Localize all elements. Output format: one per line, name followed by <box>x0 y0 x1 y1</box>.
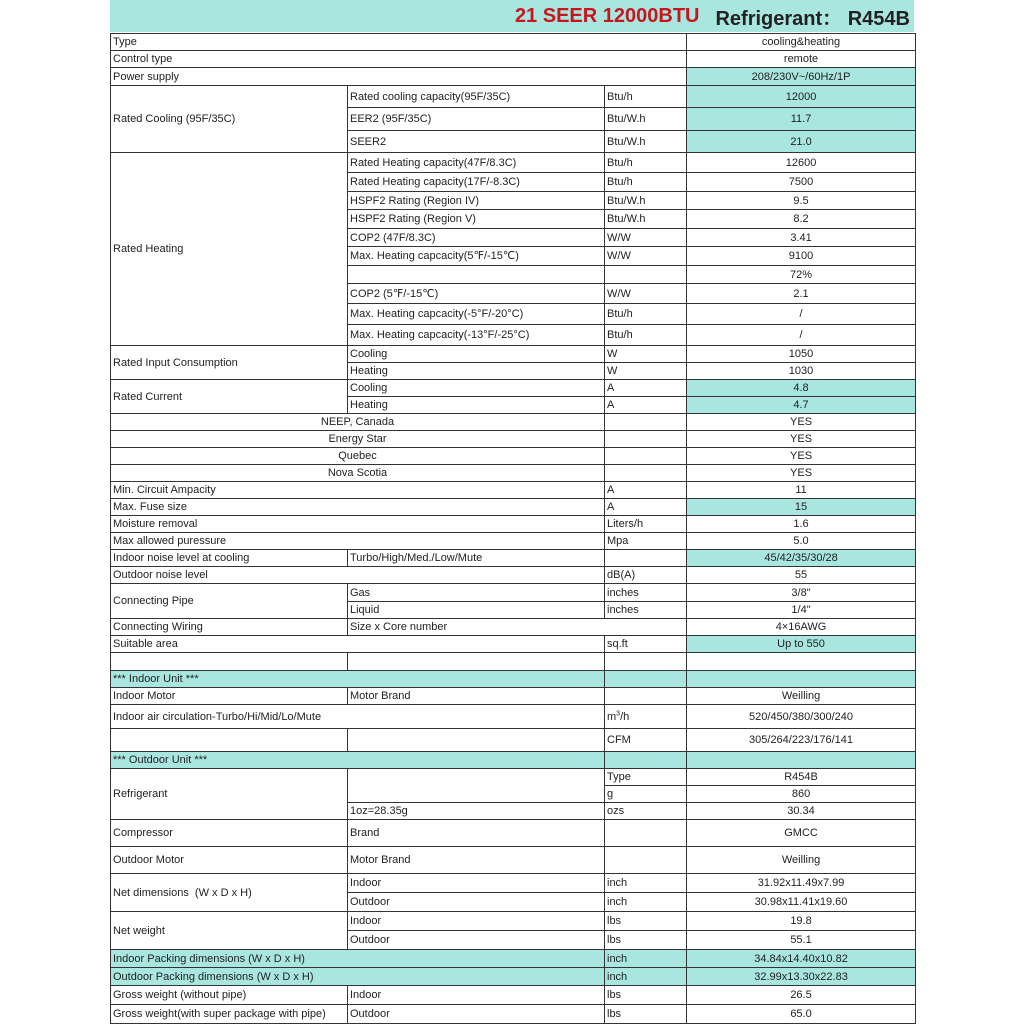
table-row-cert <box>111 465 916 482</box>
row-value: 72% <box>687 266 916 284</box>
row-unit: dB(A) <box>605 567 687 584</box>
row-unit: A <box>605 380 687 397</box>
row-label: Type <box>111 34 687 51</box>
table-row <box>111 482 916 499</box>
row-unit: Type <box>605 769 687 786</box>
row-value: Weilling <box>687 688 916 705</box>
table-row <box>111 820 916 847</box>
row-label: SEER2 <box>348 131 605 153</box>
table-row-power <box>111 68 916 86</box>
row-value: 520/450/380/300/240 <box>687 705 916 729</box>
row-sub: Size x Core number <box>348 619 687 636</box>
row-label: Gas <box>348 584 605 602</box>
row-label: Indoor <box>348 874 605 893</box>
group-label: Refrigerant <box>111 769 348 820</box>
row-label: Indoor <box>348 912 605 931</box>
row-value: 305/264/223/176/141 <box>687 729 916 752</box>
table-row <box>111 950 916 968</box>
row-unit: A <box>605 482 687 499</box>
row-label: Max allowed puressure <box>111 533 605 550</box>
row-unit: Btu/h <box>605 325 687 346</box>
row-value: 2.1 <box>687 284 916 304</box>
row-value: Weilling <box>687 847 916 874</box>
row-unit: inch <box>605 968 687 986</box>
row-label: Heating <box>348 397 605 414</box>
table-row-control <box>111 51 916 68</box>
row-label: Outdoor noise level <box>111 567 605 584</box>
row-unit: inches <box>605 602 687 619</box>
row-unit: Btu/W.h <box>605 108 687 131</box>
row-label: Outdoor <box>348 931 605 950</box>
row-unit: sq.ft <box>605 636 687 653</box>
row-label: COP2 (5℉/-15℃) <box>348 284 605 304</box>
row-unit: A <box>605 499 687 516</box>
group-label: Rated Cooling (95F/35C) <box>111 86 348 153</box>
cert-label: Nova Scotia <box>111 465 605 482</box>
row-value: 34.84x14.40x10.82 <box>687 950 916 968</box>
row-value: 1.6 <box>687 516 916 533</box>
row-label: 1oz=28.35g <box>348 803 605 820</box>
cert-value: YES <box>687 431 916 448</box>
row-unit: Btu/W.h <box>605 131 687 153</box>
row-unit: A <box>605 397 687 414</box>
row-unit: Liters/h <box>605 516 687 533</box>
row-unit: lbs <box>605 912 687 931</box>
table-row <box>111 153 916 173</box>
row-label <box>348 266 605 284</box>
row-value: / <box>687 304 916 325</box>
row-value: 1/4" <box>687 602 916 619</box>
row-value: 19.8 <box>687 912 916 931</box>
row-value: 4.7 <box>687 397 916 414</box>
row-label: Max. Heating capcacity(-13°F/-25°C) <box>348 325 605 346</box>
row-value: 1050 <box>687 346 916 363</box>
row-unit: W <box>605 346 687 363</box>
row-unit: inches <box>605 584 687 602</box>
row-unit: inch <box>605 950 687 968</box>
row-label: Suitable area <box>111 636 605 653</box>
row-label: Indoor Packing dimensions (W x D x H) <box>111 950 605 968</box>
group-label: Net weight <box>111 912 348 950</box>
row-value: 15 <box>687 499 916 516</box>
row-label: HSPF2 Rating (Region IV) <box>348 192 605 210</box>
row-value: 30.98x11.41x19.60 <box>687 893 916 912</box>
row-sub: Brand <box>348 820 605 847</box>
row-label: Liquid <box>348 602 605 619</box>
row-label: Max. Heating capcacity(-5°F/-20°C) <box>348 304 605 325</box>
row-value: R454B <box>687 769 916 786</box>
row-label: Outdoor Packing dimensions (W x D x H) <box>111 968 605 986</box>
row-unit: Mpa <box>605 533 687 550</box>
row-label: Moisture removal <box>111 516 605 533</box>
table-row-blank <box>111 653 916 671</box>
row-label: Compressor <box>111 820 348 847</box>
row-value: 11.7 <box>687 108 916 131</box>
row-value: 4.8 <box>687 380 916 397</box>
row-value: 3.41 <box>687 229 916 247</box>
model-title: 21 SEER 12000BTU <box>514 4 700 27</box>
table-row <box>111 636 916 653</box>
row-value: remote <box>687 51 916 68</box>
row-value: 208/230V~/60Hz/1P <box>687 68 916 86</box>
row-value: 8.2 <box>687 210 916 229</box>
row-label: Heating <box>348 363 605 380</box>
row-label: Power supply <box>111 68 687 86</box>
row-label: Indoor Motor <box>111 688 348 705</box>
row-value: 30.34 <box>687 803 916 820</box>
row-unit: lbs <box>605 986 687 1005</box>
row-value: 32.99x13.30x22.83 <box>687 968 916 986</box>
row-label <box>348 769 605 803</box>
row-value: 9100 <box>687 247 916 266</box>
row-label: COP2 (47F/8.3C) <box>348 229 605 247</box>
row-value: 31.92x11.49x7.99 <box>687 874 916 893</box>
spec-title-bar <box>110 0 914 32</box>
row-value: 26.5 <box>687 986 916 1005</box>
row-value: cooling&heating <box>687 34 916 51</box>
row-label: Min. Circuit Ampacity <box>111 482 605 499</box>
table-row <box>111 769 916 786</box>
row-value: 9.5 <box>687 192 916 210</box>
table-row <box>111 533 916 550</box>
table-row-cert <box>111 448 916 465</box>
table-row <box>111 729 916 752</box>
row-unit <box>605 266 687 284</box>
row-sub: Motor Brand <box>348 688 605 705</box>
table-row <box>111 346 916 363</box>
row-value: 12000 <box>687 86 916 108</box>
row-unit: Btu/h <box>605 173 687 192</box>
table-row <box>111 968 916 986</box>
row-unit: inch <box>605 874 687 893</box>
row-value: 11 <box>687 482 916 499</box>
row-label: Max. Fuse size <box>111 499 605 516</box>
unit-base: m <box>607 710 617 723</box>
row-unit: lbs <box>605 931 687 950</box>
table-row <box>111 380 916 397</box>
row-label: Indoor air circulation-Turbo/Hi/Mid/Lo/Mute <box>111 705 605 729</box>
table-row <box>111 1005 916 1024</box>
row-value: Up to 550 <box>687 636 916 653</box>
row-value: 860 <box>687 786 916 803</box>
row-unit: ozs <box>605 803 687 820</box>
row-label: Outdoor Motor <box>111 847 348 874</box>
row-unit: Btu/W.h <box>605 210 687 229</box>
row-label: Gross weight(with super package with pipe) <box>111 1005 348 1024</box>
refrigerant-title: Refrigerant： R454B <box>715 7 910 30</box>
table-row-cert <box>111 414 916 431</box>
row-value: 5.0 <box>687 533 916 550</box>
table-row-cert <box>111 431 916 448</box>
row-sub: Turbo/High/Med./Low/Mute <box>348 550 605 567</box>
row-unit: inch <box>605 893 687 912</box>
row-unit: Btu/h <box>605 86 687 108</box>
table-row <box>111 705 916 729</box>
row-sub: Outdoor <box>348 1005 605 1024</box>
row-value: 55 <box>687 567 916 584</box>
row-label: Cooling <box>348 380 605 397</box>
unit-sup: 3 <box>616 709 621 717</box>
table-row <box>111 619 916 636</box>
row-unit: W/W <box>605 247 687 266</box>
row-value: 65.0 <box>687 1005 916 1024</box>
row-unit: g <box>605 786 687 803</box>
row-unit: W <box>605 363 687 380</box>
section-indoor-unit <box>111 671 916 688</box>
table-row <box>111 986 916 1005</box>
row-value: 1030 <box>687 363 916 380</box>
row-value: 55.1 <box>687 931 916 950</box>
row-label: Connecting Wiring <box>111 619 348 636</box>
cert-label: NEEP, Canada <box>111 414 605 431</box>
row-label: HSPF2 Rating (Region V) <box>348 210 605 229</box>
row-value: / <box>687 325 916 346</box>
cert-value: YES <box>687 448 916 465</box>
row-label: Gross weight (without pipe) <box>111 986 348 1005</box>
spec-table <box>110 33 916 1024</box>
row-value: 12600 <box>687 153 916 173</box>
section-label: *** Outdoor Unit *** <box>111 752 605 769</box>
row-unit: Btu/h <box>605 153 687 173</box>
group-label: Net dimensions (W x D x H) <box>111 874 348 912</box>
section-label: *** Indoor Unit *** <box>111 671 605 688</box>
table-row-type <box>111 34 916 51</box>
row-sub: Indoor <box>348 986 605 1005</box>
row-unit: W/W <box>605 284 687 304</box>
row-unit: W/W <box>605 229 687 247</box>
row-label: Rated Heating capacity(47F/8.3C) <box>348 153 605 173</box>
row-label: Max. Heating capcacity(5℉/-15℃) <box>348 247 605 266</box>
table-row <box>111 499 916 516</box>
cert-label: Quebec <box>111 448 605 465</box>
row-label: Indoor noise level at cooling <box>111 550 348 567</box>
row-unit <box>605 705 687 729</box>
cert-value: YES <box>687 465 916 482</box>
table-row <box>111 550 916 567</box>
table-row <box>111 912 916 931</box>
row-label: Rated cooling capacity(95F/35C) <box>348 86 605 108</box>
row-label: EER2 (95F/35C) <box>348 108 605 131</box>
row-label: Rated Heating capacity(17F/-8.3C) <box>348 173 605 192</box>
row-value: 7500 <box>687 173 916 192</box>
group-label: Rated Input Consumption <box>111 346 348 380</box>
row-value: 3/8" <box>687 584 916 602</box>
table-row <box>111 86 916 108</box>
table-row <box>111 584 916 602</box>
unit-tail: /h <box>620 710 630 723</box>
row-value: 21.0 <box>687 131 916 153</box>
table-row <box>111 516 916 533</box>
row-unit: Btu/W.h <box>605 192 687 210</box>
table-row <box>111 874 916 893</box>
table-row <box>111 847 916 874</box>
row-value: GMCC <box>687 820 916 847</box>
table-row <box>111 567 916 584</box>
row-unit: CFM <box>605 729 687 752</box>
group-label: Rated Current <box>111 380 348 414</box>
row-label: Outdoor <box>348 893 605 912</box>
section-outdoor-unit <box>111 752 916 769</box>
row-value: 4×16AWG <box>687 619 916 636</box>
row-label: Cooling <box>348 346 605 363</box>
cert-value: YES <box>687 414 916 431</box>
table-row <box>111 688 916 705</box>
row-unit: Btu/h <box>605 304 687 325</box>
row-sub: Motor Brand <box>348 847 605 874</box>
group-label: Connecting Pipe <box>111 584 348 619</box>
group-label: Rated Heating <box>111 153 348 346</box>
cert-label: Energy Star <box>111 431 605 448</box>
row-value: 45/42/35/30/28 <box>687 550 916 567</box>
row-unit: lbs <box>605 1005 687 1024</box>
row-label: Control type <box>111 51 687 68</box>
